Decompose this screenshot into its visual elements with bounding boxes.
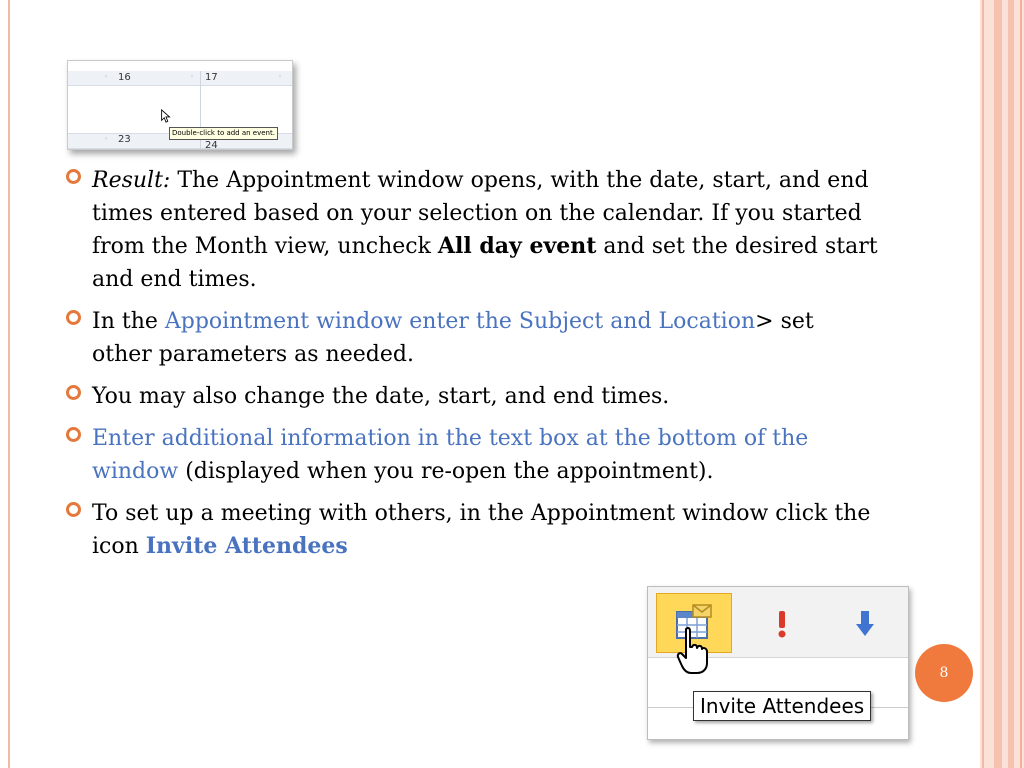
calendar-date-16: 16 xyxy=(118,72,131,83)
bullet-text: You may also change the date, start, and end times. xyxy=(92,384,670,409)
calendar-expand-icon: ◦ xyxy=(278,73,283,81)
calendar-week-header-1 xyxy=(68,71,292,86)
calendar-tooltip: Double-click to add an event. xyxy=(169,127,278,140)
calendar-date-24: 24 xyxy=(205,140,218,150)
bullet-additional-info xyxy=(60,422,880,488)
calendar-expand-icon: ◦ xyxy=(104,73,109,81)
bullet-text: (displayed when you re-open the appointment). xyxy=(178,459,714,484)
bullet-invite xyxy=(60,497,880,563)
highlight-text: Appointment window enter the Subject and Location xyxy=(164,309,756,334)
right-border-band xyxy=(980,0,1024,768)
bullet-ring-icon xyxy=(66,310,81,325)
invite-attendees-term: Invite Attendees xyxy=(145,533,348,559)
arrow-cursor-icon xyxy=(160,109,172,123)
bullet-change-times xyxy=(60,380,880,413)
bullet-subject-location xyxy=(60,305,880,371)
bullet-text: > set other parameters as needed. xyxy=(92,309,814,367)
invite-attendees-tooltip: Invite Attendees xyxy=(693,691,871,721)
low-importance-icon xyxy=(854,609,876,639)
calendar-expand-icon: ◦ xyxy=(190,73,195,81)
bullet-ring-icon xyxy=(66,502,81,517)
left-border-rule xyxy=(8,0,10,768)
bullet-ring-icon xyxy=(66,385,81,400)
high-importance-icon xyxy=(774,609,790,639)
bullet-text: The Appointment window opens, with the date, start, and end times entered based on your selection on the calendar. If you started from the Month view, uncheck xyxy=(92,168,869,259)
bold-term: All day event xyxy=(437,233,597,259)
bullet-result xyxy=(60,164,880,296)
toolbar-screenshot xyxy=(647,586,909,740)
page-number: 8 xyxy=(915,644,973,702)
bullet-list xyxy=(60,164,880,572)
bullet-text: To set up a meeting with others, in the Appointment window click the icon xyxy=(92,501,871,559)
bullet-ring-icon xyxy=(66,427,81,442)
bullet-text: and set the desired start and end times. xyxy=(92,234,878,292)
bullet-text: In the xyxy=(92,309,165,334)
calendar-screenshot xyxy=(67,60,293,150)
calendar-expand-icon: ◦ xyxy=(104,135,109,143)
highlight-text: Enter additional information in the text box at the bottom of the window xyxy=(92,426,809,484)
bullet-ring-icon xyxy=(66,169,81,184)
hand-cursor-icon xyxy=(676,627,710,675)
result-label: Result: xyxy=(92,168,171,193)
calendar-date-23: 23 xyxy=(118,134,131,145)
calendar-date-17: 17 xyxy=(205,72,218,83)
